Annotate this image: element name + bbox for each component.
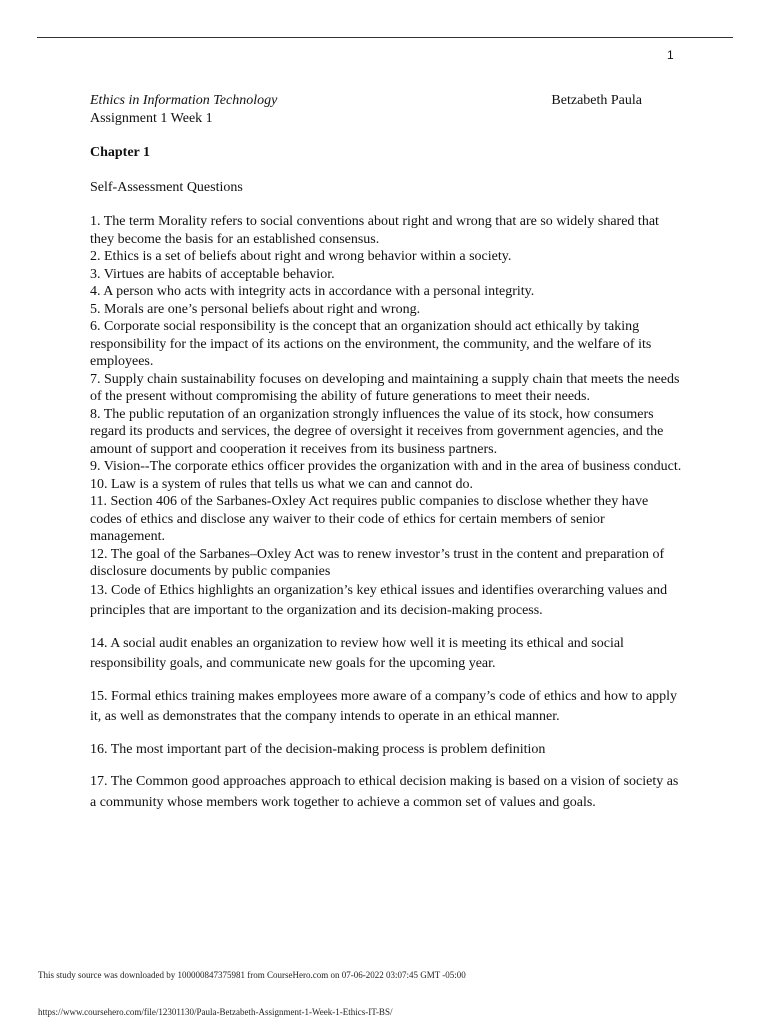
assignment-label: Assignment 1 Week 1 [90, 110, 213, 126]
header-rule [37, 37, 733, 38]
author-name: Betzabeth Paula [551, 93, 642, 108]
question-item: 12. The goal of the Sarbanes–Oxley Act was to renew investor’s trust in the content and preparation of disclosure documents by public companies [90, 546, 665, 579]
section-title: Self-Assessment Questions [90, 179, 243, 195]
page-number: 1 [667, 48, 674, 62]
document-header [90, 92, 682, 110]
download-notice: This study source was downloaded by 100000847375981 from CourseHero.com on 07-06-2022 03:07:45 GMT -05:00 [38, 970, 466, 980]
question-item: 9. Vision--The corporate ethics officer provides the organization with and in the area of business conduct. [90, 459, 682, 474]
question-item: 4. A person who acts with integrity acts in accordance with a personal integrity. [90, 284, 535, 299]
question-item: 2. Ethics is a set of beliefs about right and wrong behavior within a society. [90, 249, 512, 264]
question-item: 3. Virtues are habits of acceptable behavior. [90, 266, 335, 282]
question-item: 17. The Common good approaches approach to ethical decision making is based on a vision of society as a community whose members work together to achieve a common set of values and goals. [90, 774, 679, 810]
chapter-heading: Chapter 1 [90, 145, 151, 160]
question-item: 14. A social audit enables an organization to review how well it is meeting its ethical and social responsibility goals, and communicate new goals for the upcoming year. [90, 635, 624, 671]
question-item: 1. The term Morality refers to social conventions about right and wrong that are so widely shared that they become the basis for an established consensus. [90, 214, 659, 247]
question-item: 6. Corporate social responsibility is the concept that an organization should act ethically by taking responsibility for the impact of its actions on the environment, the community, and the welfare of its employees. [90, 319, 652, 369]
document-body [90, 92, 682, 813]
question-item: 16. The most important part of the decision-making process is problem definition [90, 741, 546, 757]
source-url[interactable]: https://www.coursehero.com/file/12301130/Paula-Betzabeth-Assignment-1-Week-1-Ethics-IT-BS/ [38, 1007, 393, 1017]
question-item: 8. The public reputation of an organization strongly influences the value of its stock, how consumers regard its products and services, the degree of oversight it receives from government agencies, and the amount of support and cooperation it receives from its business partners. [90, 406, 664, 457]
question-item: 7. Supply chain sustainability focuses on developing and maintaining a supply chain that meets the needs of the present without compromising the ability of future generations to meet their needs. [90, 371, 680, 404]
question-item: 15. Formal ethics training makes employees more aware of a company’s code of ethics and how to apply it, as well as demonstrates that the company intends to operate in an ethical manner. [90, 688, 678, 724]
question-item: 10. Law is a system of rules that tells us what we can and cannot do. [90, 476, 473, 492]
question-list [90, 213, 682, 813]
question-item: 11. Section 406 of the Sarbanes-Oxley Act requires public companies to disclose whether they have codes of ethics and disclose any waiver to their code of ethics for certain members of senior management. [90, 494, 649, 544]
question-item: 5. Morals are one’s personal beliefs about right and wrong. [90, 301, 421, 317]
course-title: Ethics in Information Technology [90, 93, 278, 108]
question-item: 13. Code of Ethics highlights an organization’s key ethical issues and identifies overarching values and principles that are important to the organization and its decision-making process. [90, 582, 668, 618]
